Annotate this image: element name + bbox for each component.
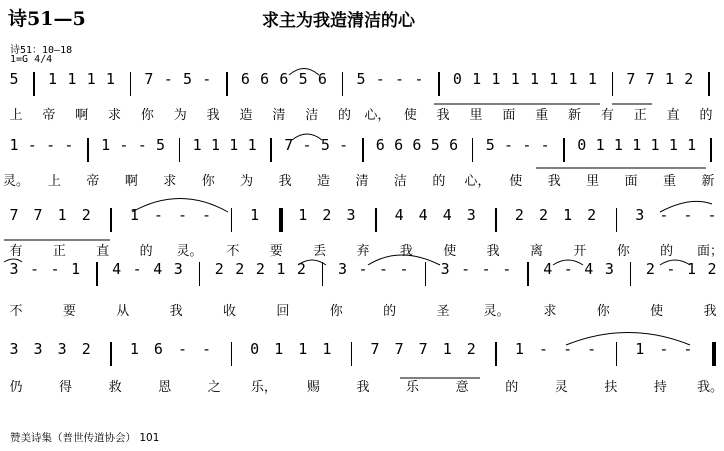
note: 2 (684, 70, 694, 88)
note: 1 (668, 136, 678, 154)
lyric-syllable: 面 (502, 108, 516, 123)
note: 7 (33, 206, 43, 224)
lyric-syllable: 面； (696, 244, 724, 259)
note: 2 (539, 206, 549, 224)
lyric-syllable: 回 (276, 304, 290, 319)
barline (630, 262, 632, 286)
tie (566, 333, 690, 346)
note: - (587, 340, 597, 358)
barline (527, 262, 529, 286)
note: 7 (418, 340, 428, 358)
lyric-syllable: 的 (432, 174, 446, 189)
note: 7 (645, 70, 655, 88)
note: 7 (144, 70, 154, 88)
lyric-syllable: 帝 (42, 108, 56, 123)
lyric-syllable: 要 (62, 304, 76, 319)
note: 4 (584, 260, 594, 278)
note: - (707, 206, 717, 224)
note: 3 (635, 206, 645, 224)
note: 1 (686, 260, 696, 278)
note: 1 (442, 340, 452, 358)
note: - (177, 340, 187, 358)
note: 4 (112, 260, 122, 278)
note: 1 (274, 340, 284, 358)
lyric-syllable: 离 (529, 244, 544, 259)
note: - (666, 260, 676, 278)
note: 1 (129, 206, 139, 224)
note: 1 (595, 136, 605, 154)
lyric-syllable: 使 (443, 244, 457, 259)
note: 0 (250, 340, 260, 358)
lyric-syllable: 面 (624, 174, 638, 189)
note: 2 (296, 260, 306, 278)
lyric-syllable: 得 (59, 380, 73, 395)
lyric-syllable: 救 (108, 380, 122, 395)
barline (612, 72, 614, 96)
note: 1 (101, 136, 111, 154)
scripture-reference: 诗51：10—18 (10, 45, 73, 56)
note: 1 (192, 136, 202, 154)
lyric-syllable: 清 (355, 174, 369, 189)
lyric-syllable: 灵。 (2, 174, 30, 189)
note: 2 (81, 206, 91, 224)
barline (130, 72, 132, 96)
lyric-syllable: 上 (47, 174, 61, 189)
lyric-syllable: 直 (96, 244, 110, 259)
note: 7 (370, 340, 380, 358)
lyric-syllable: 上 (9, 108, 23, 123)
note: - (137, 136, 147, 154)
lyric-syllable: 使 (509, 174, 523, 189)
note: 1 (71, 260, 81, 278)
lyric-syllable: 求 (163, 174, 177, 189)
lyric-syllable: 造 (239, 108, 253, 123)
lyric-syllable: 要 (269, 244, 283, 259)
note: - (504, 136, 514, 154)
note: - (375, 70, 385, 88)
lyric-syllable: 的 (660, 244, 674, 259)
lyric-syllable: 帝 (86, 174, 100, 189)
note: 3 (337, 260, 347, 278)
lyric-syllable: 丢 (313, 244, 327, 259)
barline (375, 208, 377, 232)
note: 5 (320, 136, 330, 154)
lyric-syllable: 我。 (696, 380, 724, 395)
lyric-syllable: 我 (169, 304, 183, 319)
barline (87, 138, 89, 162)
note: 7 (394, 340, 404, 358)
note: 4 (442, 206, 452, 224)
lyric-syllable: 的 (139, 244, 153, 259)
lyric-syllable: 的 (338, 108, 352, 123)
lyric-syllable: 洁 (393, 174, 407, 189)
note: 1 (298, 206, 308, 224)
note: 1 (57, 206, 67, 224)
note: 3 (57, 340, 67, 358)
barline (110, 208, 112, 232)
note: 7 (626, 70, 636, 88)
lyric-syllable: 赐 (306, 380, 320, 395)
lyric-syllable: 里 (469, 108, 483, 123)
barline (270, 138, 272, 162)
note: 0 (577, 136, 587, 154)
note: 2 (255, 260, 265, 278)
note: - (132, 260, 142, 278)
lyric-syllable: 你 (140, 108, 154, 123)
note: - (202, 70, 212, 88)
note: - (414, 70, 424, 88)
note: 1 (664, 70, 674, 88)
lyric-syllable: 仍 (9, 380, 23, 395)
lyric-syllable: 清 (272, 108, 286, 123)
note: 1 (529, 70, 540, 88)
barline (322, 262, 324, 286)
note: 1 (129, 340, 139, 358)
note: 6 (375, 136, 385, 154)
note: - (563, 340, 573, 358)
lyric-syllable: 使 (403, 108, 417, 123)
lyric-syllable: 造 (317, 174, 331, 189)
note: 1 (229, 136, 239, 154)
lyric-syllable: 有 (9, 244, 23, 259)
note: 3 (346, 206, 356, 224)
barline (179, 138, 181, 162)
lyric-syllable: 重 (663, 174, 677, 189)
note: 1 (650, 136, 660, 154)
note: - (502, 260, 512, 278)
note: 1 (322, 340, 332, 358)
lyric-syllable: 使 (650, 304, 664, 319)
note: - (46, 136, 56, 154)
note: - (659, 340, 669, 358)
note: 3 (440, 260, 450, 278)
note: 1 (613, 136, 623, 154)
note: 2 (514, 206, 524, 224)
lyric-syllable: 正 (633, 108, 647, 123)
lyric-syllable: 我 (356, 380, 370, 395)
note: 1 (510, 70, 520, 88)
note: 3 (173, 260, 183, 278)
note: - (30, 260, 40, 278)
note: - (540, 136, 550, 154)
note: 1 (67, 70, 77, 88)
note: 2 (214, 260, 224, 278)
lyric-syllable: 灵。 (176, 244, 203, 259)
note: 1 (563, 206, 573, 224)
lyric-syllable: 扶 (604, 380, 618, 395)
lyric-syllable: 灵。 (483, 304, 510, 319)
note: 2 (645, 260, 655, 278)
note: 2 (707, 260, 717, 278)
barline (438, 72, 440, 96)
double-barline (712, 342, 716, 366)
lyric-syllable: 我 (206, 108, 220, 123)
note: 3 (466, 206, 476, 224)
lyric-syllable: 的 (383, 304, 397, 319)
lyric-syllable: 你 (596, 304, 610, 319)
lyric-syllable: 有 (600, 108, 614, 123)
barline (710, 138, 712, 162)
note: - (64, 136, 74, 154)
note: 2 (81, 340, 91, 358)
lyric-syllable: 灵 (554, 380, 568, 395)
note: 1 (298, 340, 308, 358)
barline (33, 72, 35, 96)
lyric-syllable: 为 (173, 108, 187, 123)
hymn-title: 求主为我造清洁的心 (262, 11, 415, 31)
note: 6 (279, 70, 289, 88)
note: 1 (632, 136, 642, 154)
barline (110, 342, 112, 366)
barline (495, 342, 497, 366)
note: 6 (153, 340, 163, 358)
note: - (683, 340, 693, 358)
lyric-syllable: 之 (207, 380, 221, 395)
note: 7 (284, 136, 294, 154)
lyric-syllable: 开 (573, 244, 587, 259)
note: 2 (587, 206, 597, 224)
lyric-syllable: 你 (616, 244, 630, 259)
note: 6 (317, 70, 327, 88)
lyric-syllable: 里 (586, 174, 600, 189)
note: 1 (9, 136, 19, 154)
lyric-syllable: 不 (226, 244, 240, 259)
note: 4 (543, 260, 553, 278)
note: 5 (485, 136, 495, 154)
note: 6 (260, 70, 270, 88)
lyric-syllable: 求 (108, 108, 122, 123)
note: 1 (247, 136, 257, 154)
note: - (683, 206, 693, 224)
barline (342, 72, 344, 96)
lyric-syllable: 我 (399, 244, 413, 259)
note: 1 (568, 70, 578, 88)
note: 1 (48, 70, 58, 88)
barline (563, 138, 565, 162)
note: 6 (240, 70, 250, 88)
note: 1 (687, 136, 697, 154)
note: 5 (182, 70, 193, 88)
note: 1 (86, 70, 96, 88)
note: 1 (472, 70, 482, 88)
lyric-syllable: 从 (116, 304, 130, 319)
double-barline (279, 208, 283, 232)
lyric-syllable: 收 (223, 304, 237, 319)
lyric-syllable: 弃 (356, 244, 370, 259)
note: - (539, 340, 549, 358)
barline (425, 262, 427, 286)
note: 6 (394, 136, 404, 154)
lyric-syllable: 我 (486, 244, 500, 259)
note: 4 (153, 260, 163, 278)
footer-source: 赞美诗集（普世传道协会） 101 (10, 432, 160, 444)
lyric-syllable: 啊 (124, 174, 138, 189)
lyric-syllable: 啊 (75, 108, 89, 123)
lyric-syllable: 为 (240, 174, 254, 189)
note: 5 (298, 70, 308, 88)
lyric-syllable: 直 (666, 108, 680, 123)
lyric-syllable: 我 (547, 174, 561, 189)
note: - (177, 206, 187, 224)
lyric-syllable: 正 (52, 244, 66, 259)
note: - (399, 260, 409, 278)
lyric-syllable: 恩 (158, 380, 172, 395)
barline (231, 208, 233, 232)
barline (226, 72, 228, 96)
lyric-syllable: 新 (701, 174, 715, 189)
note: - (153, 206, 163, 224)
note: 1 (276, 260, 286, 278)
lyric-syllable: 意 (455, 380, 469, 395)
note: - (202, 206, 212, 224)
note: - (119, 136, 129, 154)
barline (616, 208, 618, 232)
note: - (50, 260, 60, 278)
note: - (27, 136, 37, 154)
lyric-syllable: 乐 (406, 380, 420, 395)
note: - (339, 136, 349, 154)
note: - (481, 260, 491, 278)
barline (96, 262, 98, 286)
note: 2 (466, 340, 476, 358)
hymn-label: 诗51—5 (8, 8, 86, 30)
note: 5 (9, 70, 19, 88)
note: 5 (356, 70, 366, 88)
note: - (163, 70, 173, 88)
note: 1 (210, 136, 220, 154)
note: - (358, 260, 368, 278)
lyric-syllable: 你 (201, 174, 215, 189)
note: 4 (394, 206, 404, 224)
lyric-syllable: 洁 (305, 108, 319, 123)
note: 1 (549, 70, 559, 88)
note: 5 (430, 136, 440, 154)
lyric-syllable: 乐， (250, 380, 277, 395)
note: 1 (250, 206, 260, 224)
lyric-syllable: 心， (364, 108, 391, 123)
lyric-syllable: 持 (653, 380, 667, 395)
note: 1 (491, 70, 501, 88)
barline (708, 72, 710, 96)
note: 3 (33, 340, 43, 358)
lyric-syllable: 我 (703, 304, 717, 319)
lyric-syllable: 圣 (436, 304, 450, 319)
note: - (379, 260, 389, 278)
lyric-syllable: 的 (505, 380, 519, 395)
note: 1 (587, 70, 597, 88)
note: 6 (412, 136, 422, 154)
lyric-syllable: 你 (329, 304, 343, 319)
note: 1 (105, 70, 115, 88)
note: - (563, 260, 573, 278)
note: 2 (322, 206, 332, 224)
note: 4 (418, 206, 428, 224)
barline (495, 208, 497, 232)
note: 6 (449, 136, 459, 154)
note: 5 (156, 136, 166, 154)
lyric-syllable: 求 (543, 304, 557, 319)
lyric-syllable: 新 (568, 108, 582, 123)
note: 3 (9, 260, 19, 278)
note: 3 (604, 260, 614, 278)
note: - (202, 340, 212, 358)
barline (199, 262, 201, 286)
note: - (302, 136, 312, 154)
barline (231, 342, 233, 366)
barline (351, 342, 353, 366)
barline (362, 138, 364, 162)
note: - (395, 70, 405, 88)
note: 1 (514, 340, 524, 358)
key-time-signature: 1=G 4/4 (10, 54, 53, 65)
lyric-syllable: 不 (9, 304, 23, 319)
note: 7 (9, 206, 19, 224)
note: - (461, 260, 471, 278)
note: 3 (9, 340, 19, 358)
note: 1 (635, 340, 645, 358)
lyric-syllable: 心， (464, 174, 491, 189)
note: 2 (235, 260, 245, 278)
lyric-syllable: 我 (278, 174, 292, 189)
note: - (522, 136, 532, 154)
lyric-syllable: 我 (436, 108, 450, 123)
note: - (659, 206, 669, 224)
lyric-syllable: 的 (699, 108, 713, 123)
note: 0 (452, 70, 462, 88)
lyric-syllable: 重 (535, 108, 549, 123)
barline (472, 138, 474, 162)
barline (616, 342, 618, 366)
